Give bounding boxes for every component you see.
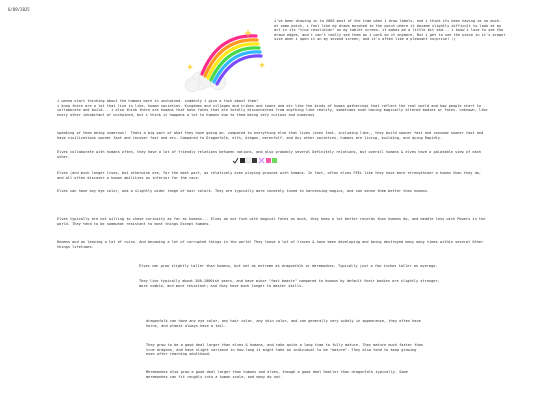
color-swatch-row-icon	[232, 157, 278, 165]
section-elves-colors: Elves can have any eye color, and a slightly wider range of hair colors. They are typically more innately tuned to harnessing magics, and can sense them better than humans.	[57, 189, 430, 193]
section-meremonkes: Meremonkes also grow a good deal larger than humans and elves, though a good deal Smaller than dragonfolk typically. Some meremonkes can fit roughly into a human scale, and many do not.	[146, 370, 410, 379]
section-dragonfolk-eyes: dragonfolk can have any eye color, any hair color, any skin color, and can generally vary widely in appearance, they often have horns, and almost always have a tail.	[146, 319, 423, 328]
section-speaking: speaking of them being numerous! Thats a big part of what they have going on. compared to everything else that lives (even fast, including like,, they build sooner fast and consume sooner fast and have civilizations sooner fast and recover fast and etc. Compared to Dragonfolk, elfs, dragon, merenfolf, and Any other societies, humans are living, building, and dying Rapidly.	[57, 131, 486, 140]
page-date: 6/09/2025	[8, 7, 30, 12]
section-dragonfolk-grow: They grow to be a good deal larger than elves & humans, and take quite a long time to fully mature. They mature much faster than true dragons, and have slight variance in how long it might take an individual to be "mature". They also tend to keep growing even after reaching adulthood.	[146, 343, 426, 357]
section-elves-grow: Elves can grow slightly taller than humans, but not as extreme as dragonfolk or meremonkes. Typically just a few inches taller on average.	[139, 264, 438, 268]
section-humans-world: i wanna start thinking about the humans more in unchained. suddenly i give a fuck about them! i know there are a lot that live in like, human societies. Kingdoms and villages and tribes and towns and etc like the kinds of human gatherings that reflect the real world and how people start to collaborate and build... i also think there are humans that have fates that are totally disconnected from anything like reality, sometimes even having magically altered bodies or fates. unknown, like every other inhabitant of unchained, but i think it happens a lot to humans due to them being very curious and numerous	[57, 99, 488, 117]
rainbow-arc	[202, 36, 261, 84]
section-elves-collab: Elves collaborate with humans often, they have a lot of friendly relations between nations, and also probably several Definitely relations, but overall humans & elves have a palatable view of each other.	[57, 150, 484, 159]
section-elves-fantastic: Elves typically are not willing to chase curiosity as far as humans... Elves do not fuck with magical fates as much, they keep a lot better records than humans do, and meddle less with Powers in the world. They tend to be somewhat resistant to most things Except humans.	[57, 217, 488, 226]
section-elves-live: Elves (and much longer lives, but otherwise are, for the most part, as relatively even playing grounds with humans. In fact, often elves FEEL like they have more strengthcoer a human than they do, and all often discover a human abilities as inferior for the race.	[57, 171, 484, 180]
rainbow-drawing-icon	[178, 24, 268, 94]
section-elves-lifespan: They live typically about 200-1000ish years, and have minor "fast beasts" compared to humans by default their bodies are slightly stronger, more nimble, and more resistant; and they have much longer to master skills.	[139, 279, 442, 288]
intro-paragraph: i've been drawing in to 2005 most of the time when i draw labels, and i think its been having as so much. at some point, i feel like my draws morphed to the point where it became slightly difficult to look at my art in its "true resolution" on my tablet screen. it makes me a little bit sad... i know i love to see the drawn edges, and i can't really see them as i work on it anymore. But i get to see the piece in it's proper size when i open it on my second screen, and it's often like a pleasant surprise! :)	[274, 19, 508, 42]
section-humans-ruins: Humans and an leaving a lot of ruins. And becoming a lot of corrupted things in the world! They leave a lot of traces & have been developing and being destroyed many many times within several Other things lifetimes.	[57, 240, 486, 249]
